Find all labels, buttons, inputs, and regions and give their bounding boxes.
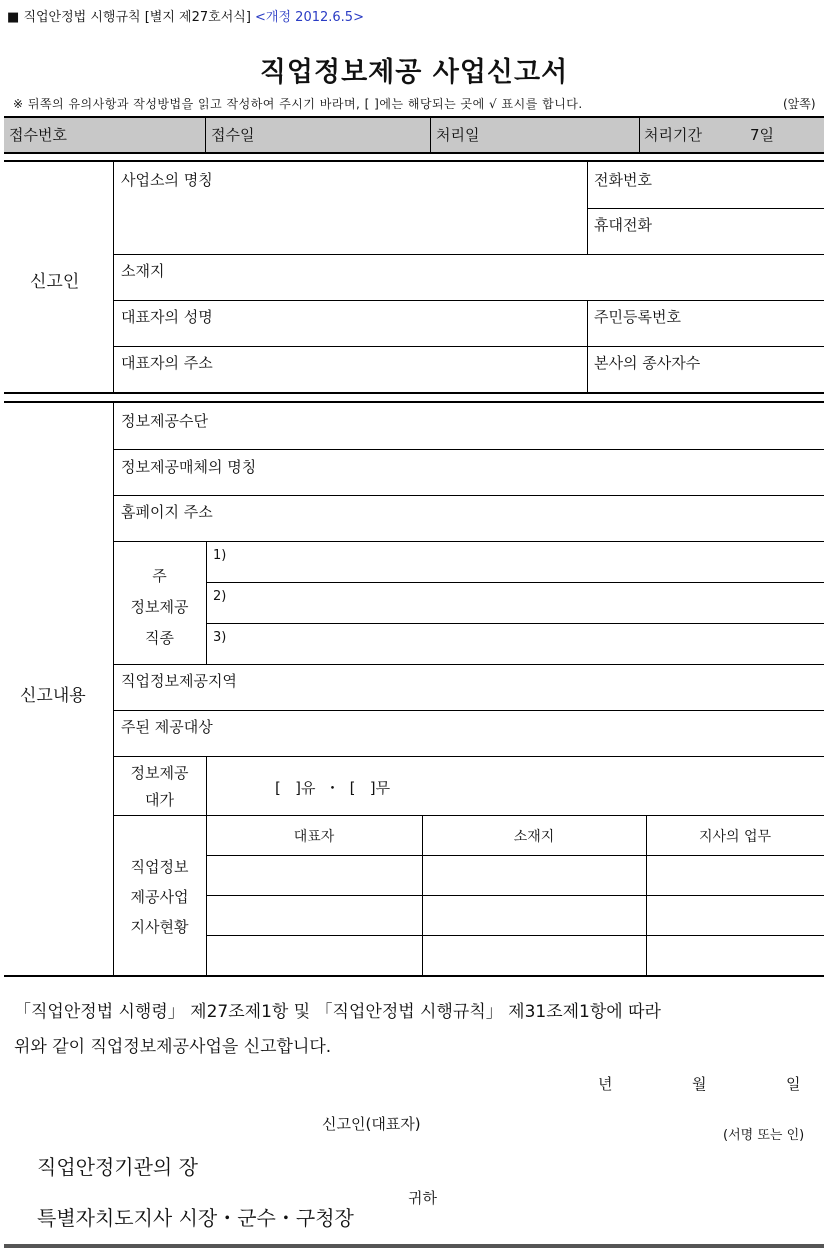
branch-status-label-line3: 지사현황	[130, 918, 189, 936]
processed-date-label: 처리일	[436, 126, 480, 144]
applicant-section-label: 신고인	[30, 272, 80, 292]
homepage-label: 홈페이지 주소	[121, 503, 213, 521]
signature-or-seal-note: (서명 또는 인)	[723, 1128, 805, 1143]
media-name-label: 정보제공매체의 명칭	[121, 458, 257, 476]
revision-date: <개정 2012.6.5>	[255, 10, 364, 25]
branch-header-representative: 대표자	[293, 829, 335, 845]
branch-status-label	[113, 852, 206, 942]
statement-line-2: 위와 같이 직업정보제공사업을 신고합니다.	[14, 1037, 332, 1057]
statement-line-1: 「직업안정법 시행령」 제27조제1항 및 「직업안정법 시행규칙」 제31조제1항에 따라	[14, 1002, 661, 1022]
processing-period-label: 처리기간	[644, 126, 702, 144]
job-item-3: 3)	[213, 630, 227, 645]
processing-period-value: 7일	[750, 126, 775, 144]
fee-label-line2: 대가	[145, 791, 174, 809]
info-means-label: 정보제공수단	[121, 412, 208, 430]
recipient-suffix: 귀하	[408, 1189, 437, 1207]
receipt-number-label: 접수번호	[9, 126, 67, 144]
date-month-label: 월	[692, 1075, 707, 1093]
branch-status-label-line1: 직업정보	[130, 858, 189, 876]
branch-status-label-line2: 제공사업	[130, 888, 189, 906]
bottom-rule	[4, 1244, 824, 1248]
employee-count-label: 본사의 종사자수	[594, 354, 701, 372]
region-label: 직업정보제공지역	[121, 672, 237, 690]
resident-number-label: 주민등록번호	[594, 308, 681, 326]
branch-header-location: 소재지	[513, 829, 555, 845]
target-label: 주된 제공대상	[121, 718, 213, 736]
date-year-label: 년	[598, 1075, 613, 1093]
representative-name-label: 대표자의 성명	[121, 308, 213, 326]
fee-label	[113, 760, 206, 814]
document-title: 직업정보제공 사업신고서	[259, 57, 569, 88]
main-jobs-label-line1: 주	[152, 567, 167, 585]
form-reference	[7, 6, 364, 25]
square-bullet: ■	[7, 10, 20, 25]
representative-address-label: 대표자의 주소	[121, 354, 213, 372]
form-law-reference: 직업안정법 시행규칙 [별지 제27호서식]	[23, 10, 251, 25]
branch-header-duties: 지사의 업무	[698, 829, 772, 845]
main-jobs-label-line2: 정보제공	[130, 598, 189, 616]
date-day-label: 일	[786, 1075, 801, 1093]
address-label: 소재지	[121, 262, 165, 280]
receipt-date-label: 접수일	[211, 126, 255, 144]
mobile-label: 휴대전화	[594, 216, 652, 234]
main-jobs-label-line3: 직종	[145, 629, 174, 647]
page-side-label: (앞쪽)	[783, 97, 816, 111]
job-item-2: 2)	[213, 589, 227, 604]
recipient-line-1: 직업안정기관의 장	[37, 1155, 198, 1179]
content-section-label: 신고내용	[20, 686, 86, 706]
applicant-signature-label: 신고인(대표자)	[322, 1115, 421, 1133]
business-name-label: 사업소의 명칭	[121, 171, 213, 189]
main-jobs-label	[113, 561, 206, 654]
recipient-line-2: 특별자치도지사 시장・군수・구청장	[37, 1206, 354, 1230]
job-item-1: 1)	[213, 548, 227, 563]
fee-checkbox-options[interactable]: [ ]유 ・ [ ]무	[275, 779, 391, 797]
fee-label-line1: 정보제공	[130, 764, 189, 782]
phone-label: 전화번호	[594, 171, 652, 189]
instruction-note: ※ 뒤쪽의 유의사항과 작성방법을 읽고 작성하여 주시기 바라며, [ ]에는 해당되는 곳에 √ 표시를 합니다.	[13, 97, 583, 111]
